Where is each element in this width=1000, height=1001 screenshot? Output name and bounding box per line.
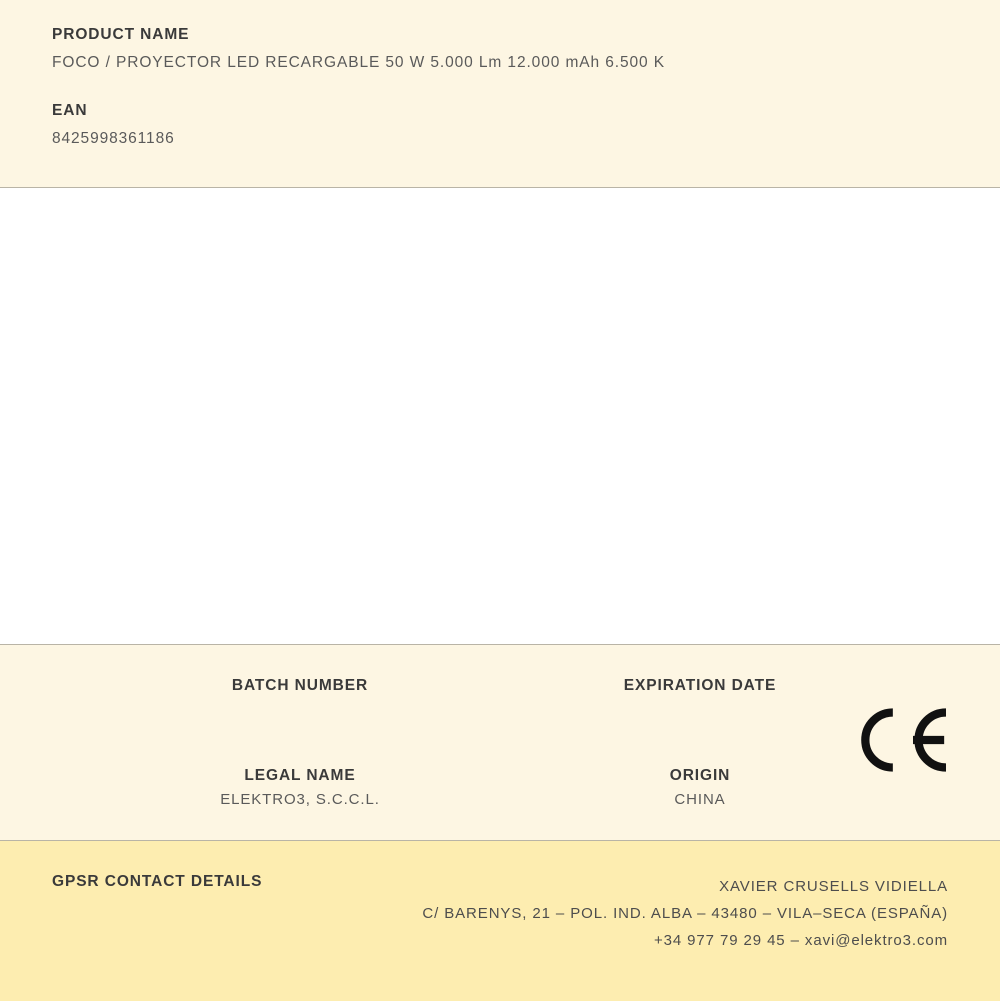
gpsr-contact-label: GPSR CONTACT DETAILS (52, 873, 263, 890)
origin-value: CHINA (674, 791, 726, 808)
product-identity-block (0, 0, 1000, 188)
ean-value: 8425998361186 (52, 130, 175, 147)
ce-marking-icon (856, 707, 948, 773)
product-info-block (0, 645, 1000, 841)
product-image-area (0, 188, 1000, 645)
ean-label: EAN (52, 102, 88, 119)
legal-name-cell (220, 767, 380, 808)
expiration-date-cell (624, 677, 776, 701)
origin-cell (670, 767, 731, 808)
expiration-date-label: EXPIRATION DATE (623, 677, 777, 694)
batch-number-cell (232, 677, 368, 701)
product-name-label: PRODUCT NAME (52, 26, 190, 43)
batch-number-label: BATCH NUMBER (231, 677, 369, 694)
legal-name-label: LEGAL NAME (244, 767, 356, 784)
gpsr-contact-name: XAVIER CRUSELLS VIDIELLA (719, 878, 948, 895)
ean-group (52, 102, 948, 148)
product-name-value: FOCO / PROYECTOR LED RECARGABLE 50 W 5.000 Lm 12.000 mAh 6.500 K (52, 54, 665, 71)
product-name-group (52, 26, 948, 72)
gpsr-contact-phone-email: +34 977 79 29 45 – xavi@elektro3.com (653, 932, 948, 949)
origin-label: ORIGIN (669, 767, 731, 784)
legal-name-value: ELEKTRO3, S.C.C.L. (220, 791, 380, 808)
gpsr-contact-block (0, 841, 1000, 1001)
gpsr-contact-address: C/ BARENYS, 21 – POL. IND. ALBA – 43480 – VILA–SECA (ESPAÑA) (422, 905, 948, 922)
